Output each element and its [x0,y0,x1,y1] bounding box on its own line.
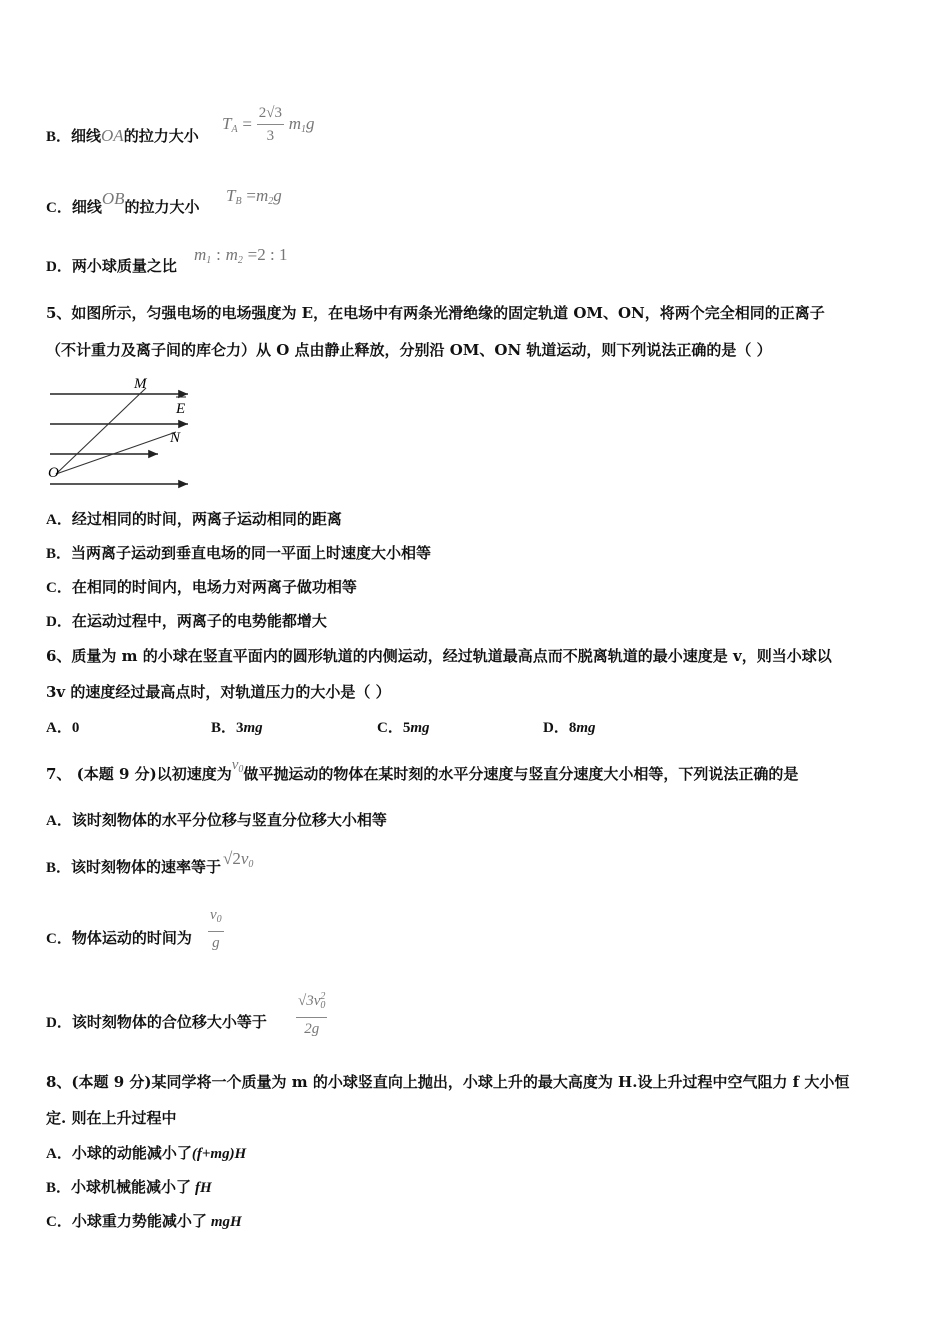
q4-option-c [46,189,200,218]
q4-c-formula [226,186,282,207]
label-o: O [48,465,59,481]
formula-m2: m [225,245,238,264]
option-expr: fH [195,1180,212,1196]
numerator-sub: 0 [216,914,222,925]
option-text: 该时刻物体的合位移大小等于 [71,1013,267,1031]
formula-fraction [257,102,284,147]
option-label: D． [46,259,72,275]
option-label: A． [46,720,72,736]
v0-sub: 0 [238,764,244,775]
q6-stem-line2: 3v 的速度经过最高点时，对轨道压力的大小是（ ） [46,683,391,701]
track-om [56,388,146,474]
segment-ob: OB [101,189,125,208]
option-label: B． [46,1180,72,1196]
option-label: C． [377,720,403,736]
q5-option-b [46,543,431,564]
q7-option-a [46,810,387,831]
q5-option-a [46,509,342,530]
option-value: 5 [402,720,411,736]
option-text: 小球的动能减小了 [71,1144,192,1162]
option-text: 细线 [71,198,102,216]
v: v [240,849,249,868]
formula-m-sub: 2 [268,196,274,207]
q8-option-b [46,1177,212,1198]
option-label: D． [46,1015,72,1031]
option-label: A． [46,512,72,528]
option-label: C． [46,931,72,947]
formula-g: g [273,186,282,205]
q8-stem-line1: 8、(本题 9 分)某同学将一个质量为 m 的小球竖直向上抛出，小球上升的最大高度为 H.设上升过程中空气阻力 f 大小恒 [46,1073,850,1091]
formula-ratio: =2 : 1 [247,245,288,264]
option-unit: mg [410,720,430,736]
option-text: 该时刻物体的水平分位移与竖直分位移大小相等 [71,811,387,829]
option-expr: (f+mg)H [191,1146,247,1162]
option-label: A． [46,813,72,829]
q6-option-d [543,717,596,738]
electric-field-figure [46,372,196,494]
label-e: E [176,401,186,417]
v-sub: 0 [248,859,254,870]
formula-t-sub: A [231,124,238,135]
option-text: 细线 [71,127,102,145]
formula-t-sub: B [235,196,242,207]
formula-colon: : [216,245,221,264]
sqrt2: √2 [223,849,241,868]
q4-d-formula [194,245,287,266]
q7-c-formula [208,904,224,954]
fraction-denominator: g [212,935,220,951]
fraction-denominator: 3 [266,128,275,144]
track-on [56,432,176,474]
formula-t: T [222,114,232,133]
stem-part-2: 做平抛运动的物体在某时刻的水平分速度与竖直分速度大小相等，下列说法正确的是 [243,765,799,783]
formula-m: m [288,114,302,133]
option-label: D． [543,720,569,736]
q7-stem [46,757,799,790]
option-text-2: 的拉力大小 [123,127,199,145]
q4-option-b [46,126,199,147]
formula-eq: = [242,114,252,134]
fraction-numerator: v [210,907,217,923]
fraction-denominator: 2g [304,1021,320,1037]
option-text: 物体运动的时间为 [71,929,192,947]
option-text: 该时刻物体的速率等于 [71,858,222,876]
option-label: B． [46,860,72,876]
q5-option-c [46,577,357,598]
option-text: 在运动过程中，两离子的电势能都增大 [71,612,327,630]
fraction-numerator: 2√3 [257,102,284,125]
q6-option-b [211,717,263,738]
q7-d-formula [296,986,327,1040]
fraction-numerator: √3v [298,993,321,1009]
option-text: 当两离子运动到垂直电场的同一平面上时速度大小相等 [71,544,432,562]
segment-oa: OA [101,126,124,145]
q6-option-c [377,717,430,738]
option-label: C． [46,200,72,216]
q7-option-b [46,849,254,883]
q8-option-c [46,1211,242,1232]
option-label: B． [211,720,237,736]
q5-stem-line1: 5、如图所示，匀强电场的电场强度为 E，在电场中有两条光滑绝缘的固定轨道 OM、ON，将两个完全相同的正离子 [46,304,825,322]
stem-part-1: 7、 (本题 9 分)以初速度为 [46,765,232,783]
q8-stem-line2: 定. 则在上升过程中 [46,1109,177,1127]
option-value: 3 [236,720,244,736]
option-value: 8 [568,720,577,736]
formula-m2-sub: 2 [237,255,243,266]
q8-option-a [46,1143,246,1164]
option-text: 小球机械能减小了 [71,1178,192,1196]
formula-eq: = [246,186,256,205]
option-label: B． [46,546,72,562]
option-unit: mg [243,720,263,736]
formula-m1: m [194,245,207,264]
option-unit: mg [576,720,596,736]
option-label: D． [46,614,72,630]
q6-option-a [46,717,79,738]
option-text-2: 的拉力大小 [124,198,200,216]
formula-m: m [255,186,269,205]
q7-option-d [46,1012,267,1033]
q4-b-formula [222,102,315,147]
numerator-sup: 2 [320,991,326,1002]
label-n: N [170,430,181,446]
v0: v [231,757,239,773]
option-label: C． [46,1214,72,1230]
numerator-sub: 0 [320,1000,326,1011]
option-text: 两小球质量之比 [71,257,177,275]
label-m: M [134,376,147,392]
formula-m1-sub: 1 [206,255,212,266]
q5-option-d [46,611,327,632]
q5-stem-line2: （不计重力及离子间的库仑力）从 O 点由静止释放，分别沿 OM、ON 轨道运动，则下列说法正确的是（ ） [46,341,772,359]
option-expr: mgH [210,1214,242,1230]
option-value: 0 [71,720,80,736]
option-text: 在相同的时间内，电场力对两离子做功相等 [71,578,357,596]
option-text: 经过相同的时间，两离子运动相同的距离 [71,510,342,528]
option-text: 小球重力势能减小了 [71,1212,207,1230]
q4-option-d [46,256,177,277]
option-label: B． [46,129,72,145]
formula-t: T [226,186,236,205]
formula-g: g [306,114,315,133]
option-label: A． [46,1146,72,1162]
q7-option-c [46,928,192,949]
option-label: C． [46,580,72,596]
q6-stem-line1: 6、质量为 m 的小球在竖直平面内的圆形轨道的内侧运动，经过轨道最高点而不脱离轨道的最小速度是 v，则当小球以 [46,647,832,665]
formula-m-sub: 1 [301,124,307,135]
